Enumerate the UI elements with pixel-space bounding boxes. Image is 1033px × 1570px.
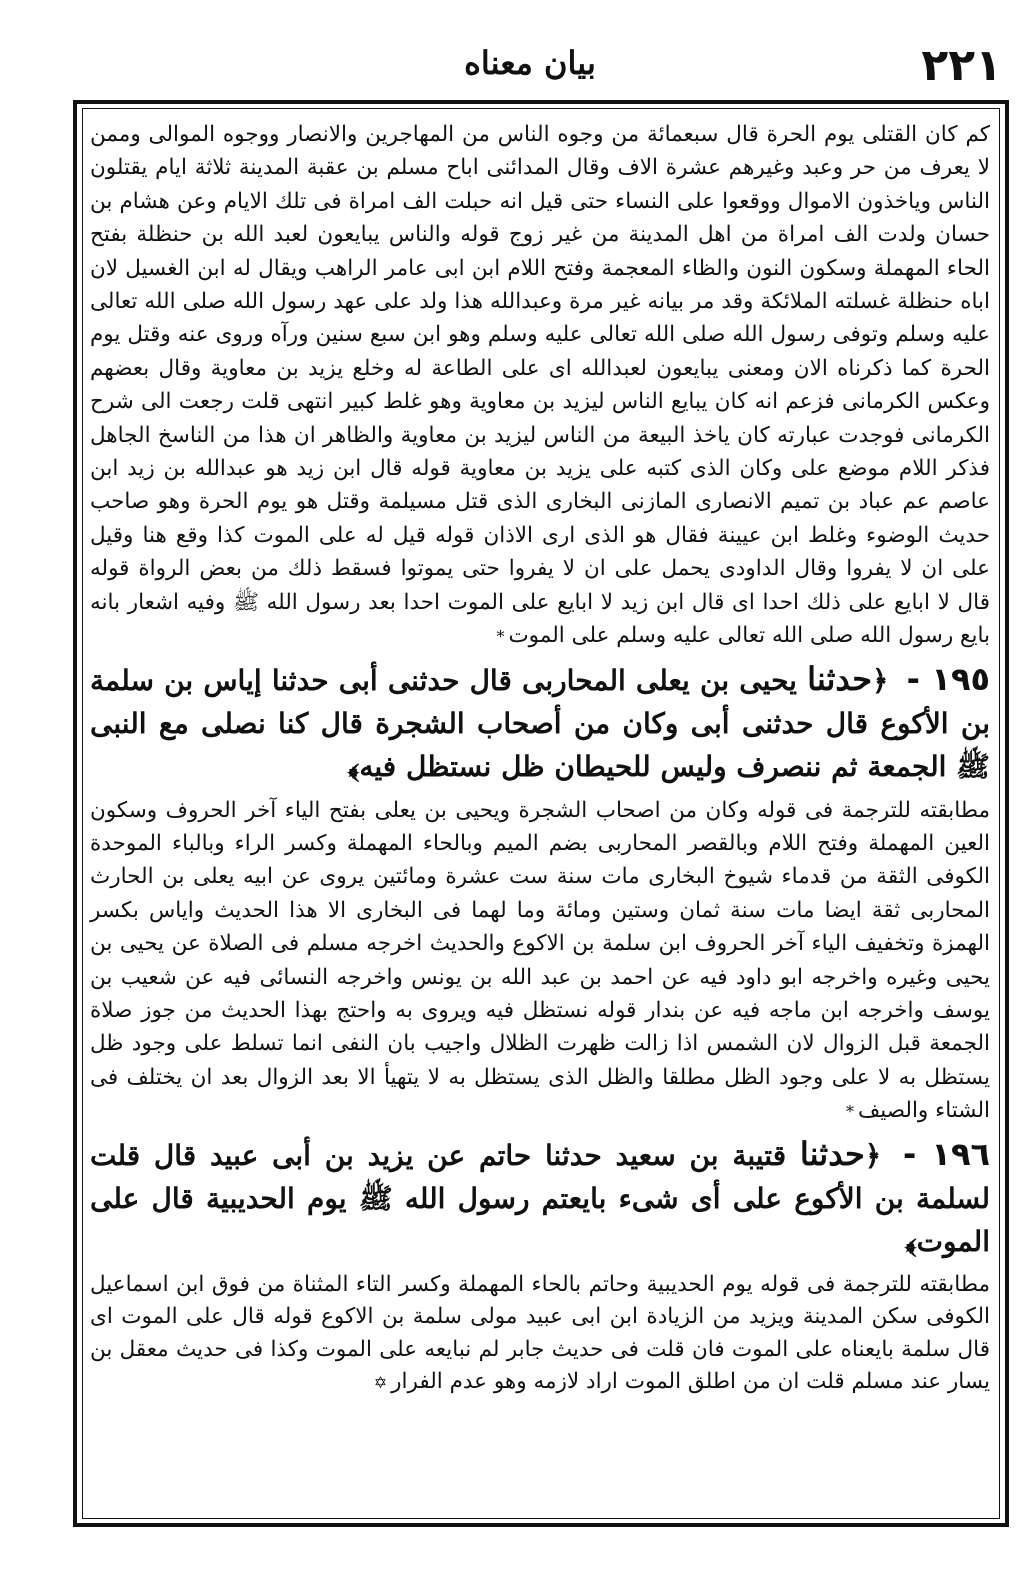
hadith-intro: حدثنا [807,659,872,698]
bracket-open: ﴿ [872,663,889,697]
commentary-paragraph-2 [90,794,990,1129]
end-mark: * [846,1102,855,1122]
end-mark: * [496,627,505,647]
hadith-195 [90,658,990,788]
hadith-intro: حدثنا [799,1134,865,1173]
hadith-number: ١٩٦ - [902,1134,991,1173]
running-title: بيان معناه [464,44,596,82]
commentary-text: مطابقته للترجمة فى قوله يوم الحديبية وحاتم بالحاء المهملة وكسر التاء المثناة من فوق ابن اسماعيل الكوفى سكن المدينة ويزيد من الزيادة ابن ابى عبيد مولى سلمة بن الاكوع قوله قال على الموت اى قال سلمة بايعناه على الموت فان قلت فى حديث جابر لم نبايعه على الموت وكذا فى حديث معقل بن يسار عند مسلم قلت ان من اطلق الموت اراد لازمه وهو عدم الفرار [90,1271,990,1395]
commentary-paragraph-3 [90,1269,990,1400]
commentary-text: مطابقته للترجمة فى قوله وكان من اصحاب الشجرة ويحيى بن يعلى بفتح الياء آخر الحروف وسكون العين المهملة وفتح اللام وبالقصر المحاربى بضم الميم وبالحاء المهملة وكسر الراء وبالباء الموحدة الكوفى الثقة من قدماء شيوخ البخارى مات سنة ست عشرة ومائتين يروى عن ابيه يعلى بن الحارث المحاربى ثقة ايضا مات سنة ثمان وستين ومائة وما لهما فى البخارى الا هذا الحديث واياس بكسر الهمزة وتخفيف الياء آخر الحروف ابن سلمة بن الاكوع والحديث اخرجه مسلم فى الصلاة عن يحيى بن يحيى وغيره واخرجه ابو داود فيه عن احمد بن عبد الله بن يونس واخرجه النسائى فيه عن شعيب بن يوسف واخرجه ابن ماجه فيه عن بندار قوله نستظل فيه ويروى به واحتج بهذا الحديث من جوز صلاة الجمعة قبل الزوال لان الشمس اذا زالت ظهرت الظلال واجيب بان النفى انما تسلط على وجود ظل يستظل به لا على وجود الظل مطلقا والظل الذى يستظل به لا يتهيأ الا بعد الزوال بعد ان يختلف فى الشتاء والصيف [90,797,990,1124]
bracket-open: ﴿ [864,1138,882,1172]
hadith-text: قتيبة بن سعيد حدثنا حاتم عن يزيد بن أبى عبيد قال قلت لسلمة بن الأكوع على أى شىء بايعتم رسول الله ﷺ يوم الحديبية قال على الموت [90,1138,990,1258]
hadith-196 [90,1133,990,1263]
hadith-number: ١٩٥ - [906,659,991,698]
bracket-close: ﴾ [347,749,360,783]
commentary-text: كم كان القتلى يوم الحرة قال سبعمائة من وجوه الناس من المهاجرين والانصار ووجوه الموالى وممن لا يعرف من حر وعبد وغيرهم عشرة الاف وقال المدائنى اباح مسلم بن عقبة المدينة ثلاثة ايام يقتلون الناس وياخذون الاموال ووقعوا على النساء حتى قيل انه حبلت الف امراة فى تلك الايام وعن هشام بن حسان ولدت الف امراة من اهل المدينة من غير زوج قوله والناس يبايعون لعبد الله بن حنظلة بفتح الحاء المهملة وسكون النون والظاء المعجمة وفتح اللام ابن ابى عامر الراهب ويقال له ابن الغسيل لان اباه حنظلة غسلته الملائكة وقد مر بيانه غير مرة وعبدالله هذا ولد على عهد رسول الله صلى الله تعالى عليه وسلم وتوفى رسول الله صلى الله تعالى عليه وسلم وهو ابن سبع سنين ورآه وروى عنه وقتل يوم الحرة كما ذكرناه الان ومعنى يبايعون لعبدالله اى على الطاعة له وخلع يزيد بن معاوية وقال بعضهم وعكس الكرمانى فزعم انه كان يبايع الناس ليزيد بن معاوية وهو غلط كبير انتهى قلت رجعت الى شرح الكرمانى فوجدت عبارته كان ياخذ البيعة من الناس ليزيد بن معاوية والظاهر ان هذا من الناسخ الجاهل فذكر اللام موضع على وكان الذى كتبه على يزيد بن معاوية قوله قال ابن زيد هو عبدالله بن زيد ابن عاصم عم عباد بن تميم الانصارى المازنى البخارى الذى قتل مسيلمة وقتل هو يوم الحرة وهو صاحب حديث الوضوء وغلط ابن عيينة فقال هو الذى ارى الاذان قوله قيل له على الموت كذا وقع هنا وقيل على ان لا يفروا وقال الداودى يحمل على ان لا يفروا حتى يموتوا فسقط ذلك من بعض الرواة قوله قال لا ابايع على ذلك احدا اى قال ابن زيد لا ابايع على الموت احدا بعد رسول الله ﷺ وفيه اشعار بانه بايع رسول الله صلى الله تعالى عليه وسلم على الموت [90,122,990,649]
commentary-paragraph-1 [90,118,990,654]
bracket-close: ﴾ [905,1224,917,1258]
page-content [90,118,990,1513]
page-number: ٢٢١ [921,40,1002,91]
end-mark: ✡ [373,1373,388,1393]
hadith-text: يحيى بن يعلى المحاربى قال حدثنى أبى حدثنا إياس بن سلمة بن الأكوع قال حدثنى أبى وكان من أصحاب الشجرة قال كنا نصلى مع النبى ﷺ الجمعة ثم ننصرف وليس للحيطان ظل نستظل فيه [90,663,990,783]
page-header [60,40,1000,100]
